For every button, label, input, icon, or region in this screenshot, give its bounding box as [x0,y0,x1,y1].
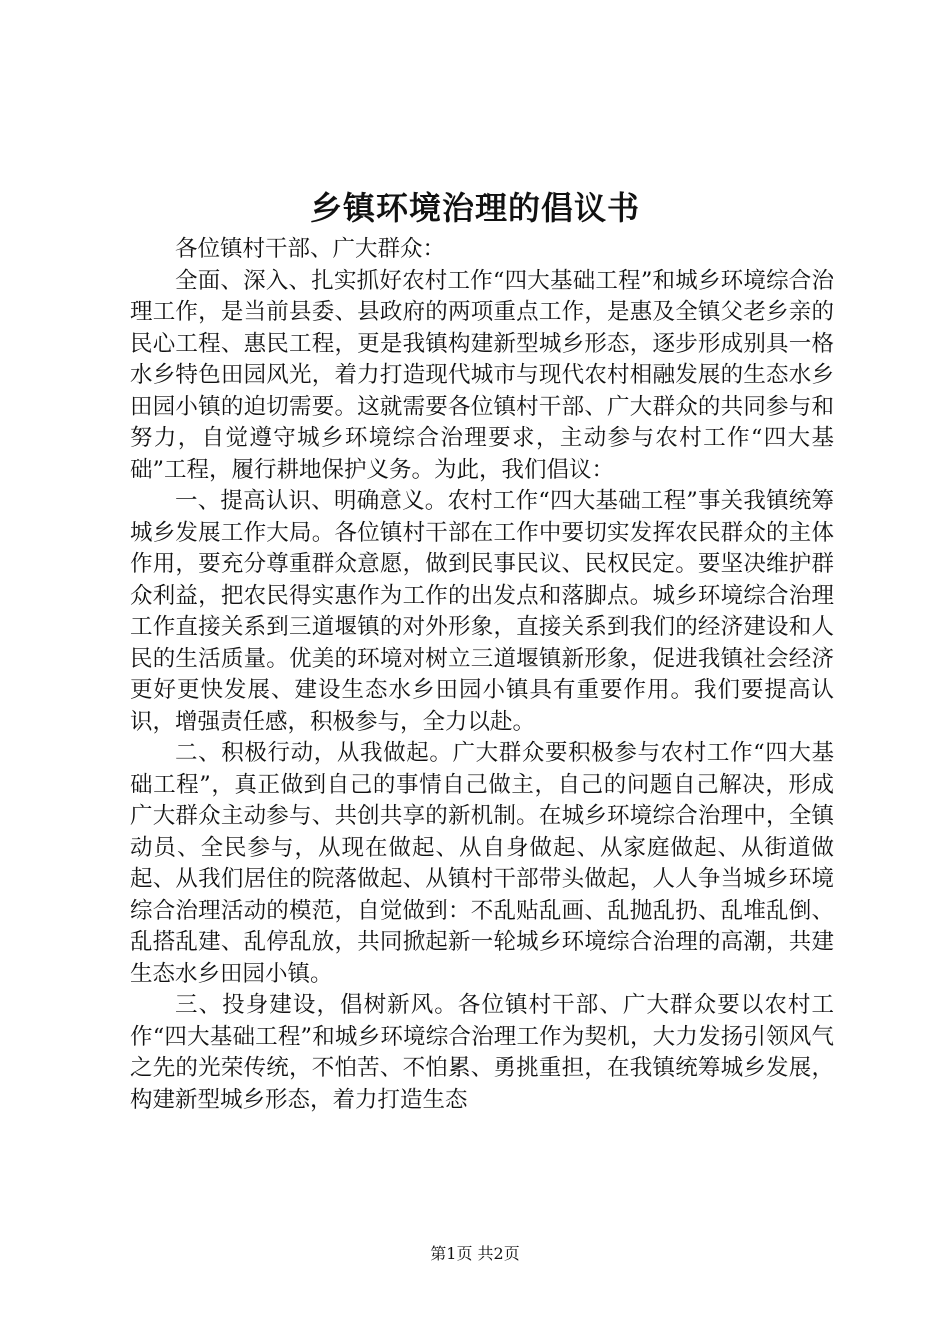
document-body [130,234,834,1116]
page-footer [0,1244,950,1264]
greeting-line: 各位镇村干部、广大群众： [175,236,446,262]
paragraph-intro: 全面、深入、扎实抓好农村工作“四大基础工程”和城乡环境综合治理工作，是当前县委、县政府的两项重点工作，是惠及全镇父老乡亲的民心工程、惠民工程，更是我镇构建新型城乡形态，逐步形成别具一格水乡特色田园风光，着力打造现代城市与现代农村相融发展的生态水乡田园小镇的迫切需要。这就需要各位镇村干部、广大群众的共同参与和努力，自觉遵守城乡环境综合治理要求，主动参与农村工作“四大基础”工程，履行耕地保护义务。为此，我们倡议： [130,267,834,483]
paragraph-section-3: 三、投身建设，倡树新风。各位镇村干部、广大群众要以农村工作“四大基础工程”和城乡环境综合治理工作为契机，大力发扬引领风气之先的光荣传统，不怕苦、不怕累、勇挑重担，在我镇统筹城乡发展，构建新型城乡形态，着力打造生态 [130,992,834,1113]
document-title: 乡镇环境治理的倡议书 [309,189,640,227]
paragraph-section-2: 二、积极行动，从我做起。广大群众要积极参与农村工作“四大基础工程”，真正做到自己的事情自己做主，自己的问题自己解决，形成广大群众主动参与、共创共享的新机制。在城乡环境综合治理中，全镇动员、全民参与，从现在做起、从自身做起、从家庭做起、从街道做起、从我们居住的院落做起、从镇村干部带头做起，人人争当城乡环境综合治理活动的模范，自觉做到：不乱贴乱画、乱抛乱扔、乱堆乱倒、乱搭乱建、乱停乱放，共同掀起新一轮城乡环境综合治理的高潮，共建生态水乡田园小镇。 [130,740,834,987]
page-indicator: 第1页 共2页 [430,1244,520,1263]
paragraph-section-1: 一、提高认识、明确意义。农村工作“四大基础工程”事关我镇统筹城乡发展工作大局。各位镇村干部在工作中要切实发挥农民群众的主体作用，要充分尊重群众意愿，做到民事民议、民权民定。要坚决维护群众利益，把农民得实惠作为工作的出发点和落脚点。城乡环境综合治理工作直接关系到三道堰镇的对外形象，直接关系到我们的经济建设和人民的生活质量。优美的环境对树立三道堰镇新形象，促进我镇社会经济更好更快发展、建设生态水乡田园小镇具有重要作用。我们要提高认识，增强责任感，积极参与，全力以赴。 [130,488,834,735]
